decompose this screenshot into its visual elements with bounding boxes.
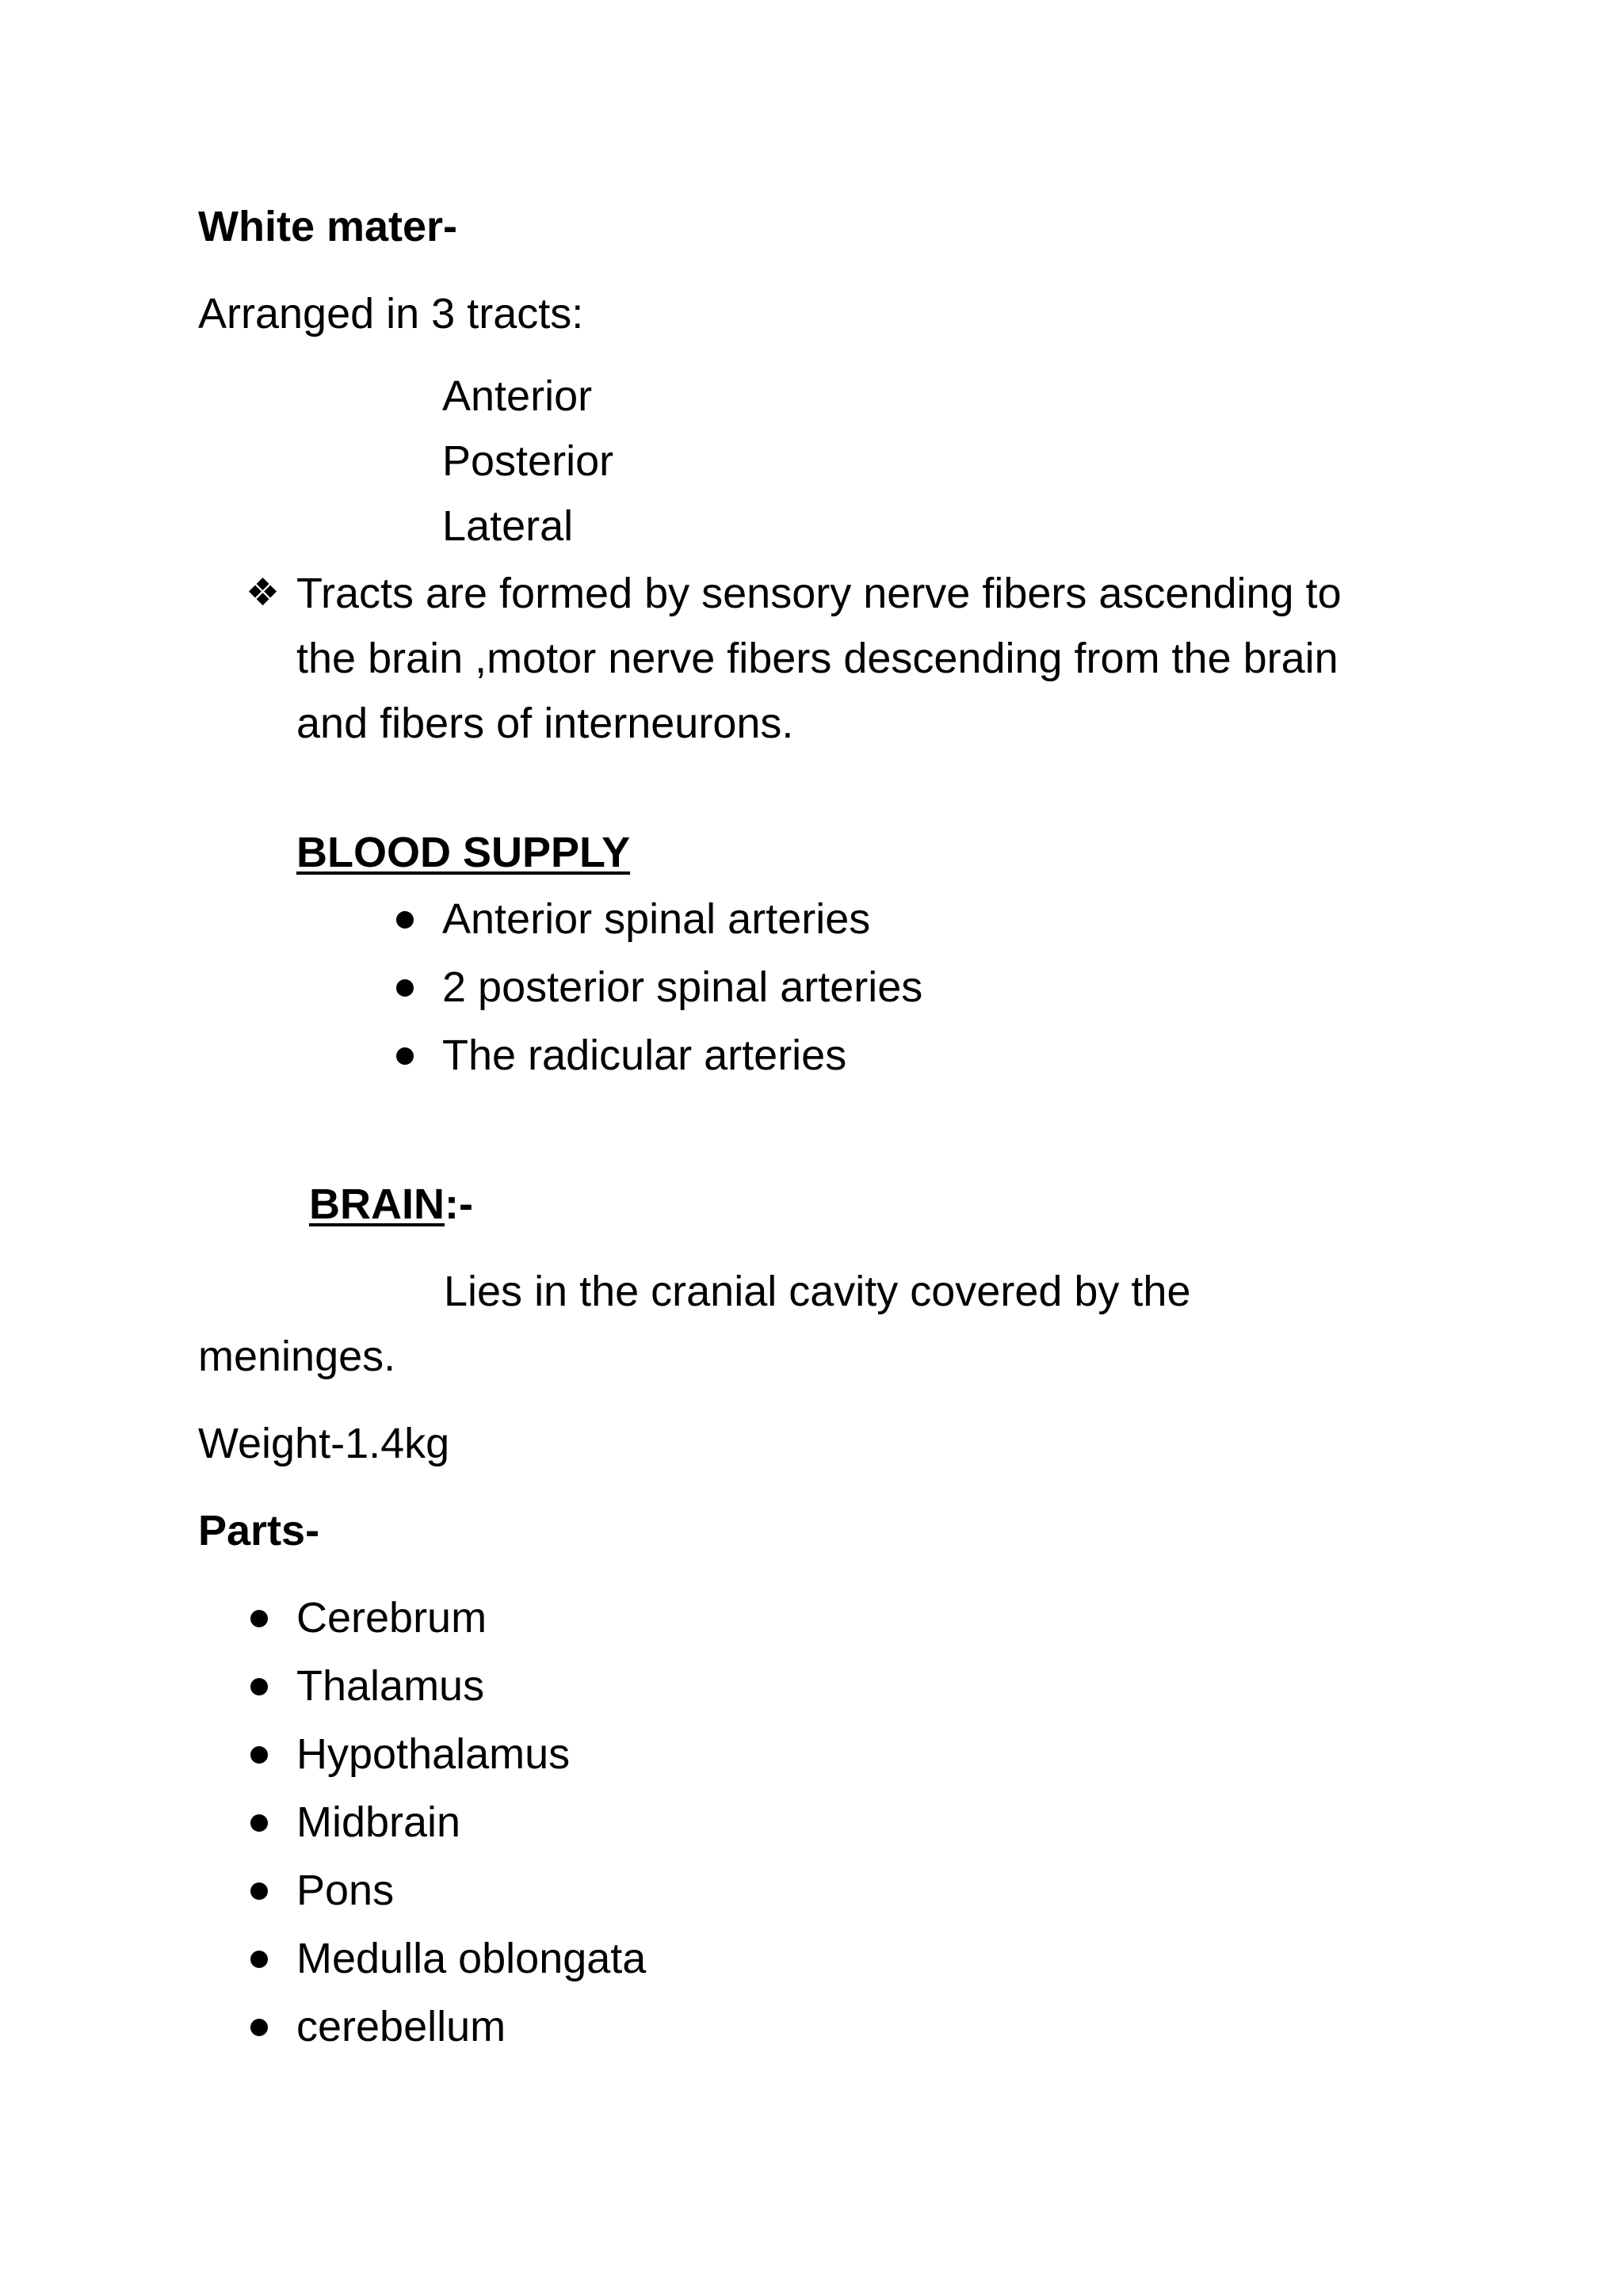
brain-weight: Weight-1.4kg (198, 1420, 450, 1467)
blood-supply-heading: BLOOD SUPPLY (296, 829, 631, 876)
brain-heading (309, 1179, 473, 1230)
round-bullet-icon (396, 1047, 414, 1065)
tracts-note-line: the brain ,motor nerve fibers descending from the brain (296, 635, 1338, 682)
brain-part-item: cerebellum (296, 2003, 506, 2050)
round-bullet-icon (250, 1746, 268, 1764)
round-bullet-icon (250, 1951, 268, 1968)
brain-heading-suffix: :- (445, 1180, 473, 1228)
round-bullet-icon (250, 1814, 268, 1832)
brain-description-line: Lies in the cranial cavity covered by the (444, 1268, 1191, 1315)
brain-heading-text: BRAIN (309, 1180, 445, 1228)
round-bullet-icon (250, 1882, 268, 1900)
tract-item: Posterior (442, 437, 614, 485)
tracts-note (296, 561, 1342, 756)
brain-part-item: Medulla oblongata (296, 1935, 647, 1982)
four-diamond-bullet-icon: ❖ (246, 570, 281, 615)
brain-part-item: Cerebrum (296, 1594, 487, 1642)
brain-part-item: Hypothalamus (296, 1730, 571, 1778)
round-bullet-icon (250, 1610, 268, 1627)
blood-supply-item: 2 posterior spinal arteries (442, 963, 923, 1011)
parts-heading: Parts- (198, 1507, 320, 1554)
tract-item: Lateral (442, 502, 574, 550)
round-bullet-icon (250, 2019, 268, 2036)
round-bullet-icon (396, 979, 414, 997)
brain-description-line: meninges. (198, 1333, 396, 1380)
blood-supply-item: The radicular arteries (442, 1032, 847, 1079)
tract-item: Anterior (442, 372, 593, 420)
tracts-intro: Arranged in 3 tracts: (198, 290, 584, 338)
brain-part-item: Pons (296, 1867, 395, 1914)
tracts-note-line: and fibers of interneurons. (296, 700, 794, 747)
round-bullet-icon (250, 1678, 268, 1695)
blood-supply-item: Anterior spinal arteries (442, 895, 871, 943)
brain-part-item: Thalamus (296, 1662, 485, 1710)
round-bullet-icon (396, 911, 414, 929)
tracts-note-line: Tracts are formed by sensory nerve fibers ascending to (296, 570, 1342, 617)
brain-part-item: Midbrain (296, 1798, 461, 1846)
white-matter-heading: White mater- (198, 203, 458, 250)
